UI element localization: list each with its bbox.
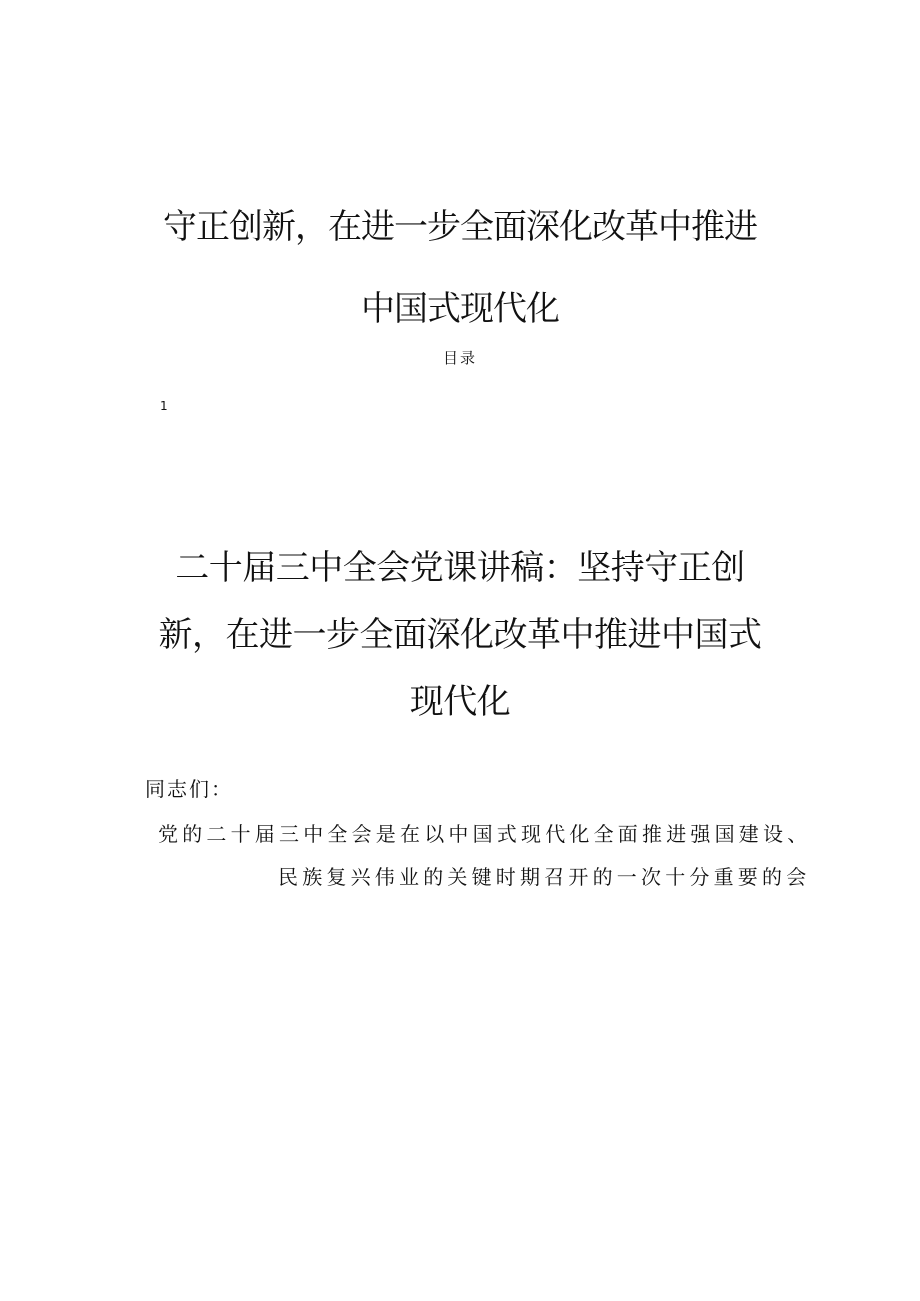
document-title-line-2: 中国式现代化 (361, 289, 559, 329)
table-of-contents-label: 目录 (442, 349, 477, 367)
toc-page-number: 1 (160, 399, 168, 413)
speech-title-line-2: 新，在进一步全面深化改革中推进中国式 (158, 615, 762, 655)
speech-title-line-1: 二十届三中全会党课讲稿：坚持守正创 (175, 548, 745, 588)
salutation: 同志们： (145, 777, 233, 801)
body-paragraph-line-2: 民族复兴伟业的关键时期召开的一次十分重要的会 (278, 865, 811, 889)
body-paragraph-line-1: 党的二十届三中全会是在以中国式现代化全面推进强国建设、 (158, 822, 812, 846)
speech-title-line-3: 现代化 (409, 682, 511, 722)
document-title-line-1: 守正创新，在进一步全面深化改革中推进 (163, 207, 757, 247)
